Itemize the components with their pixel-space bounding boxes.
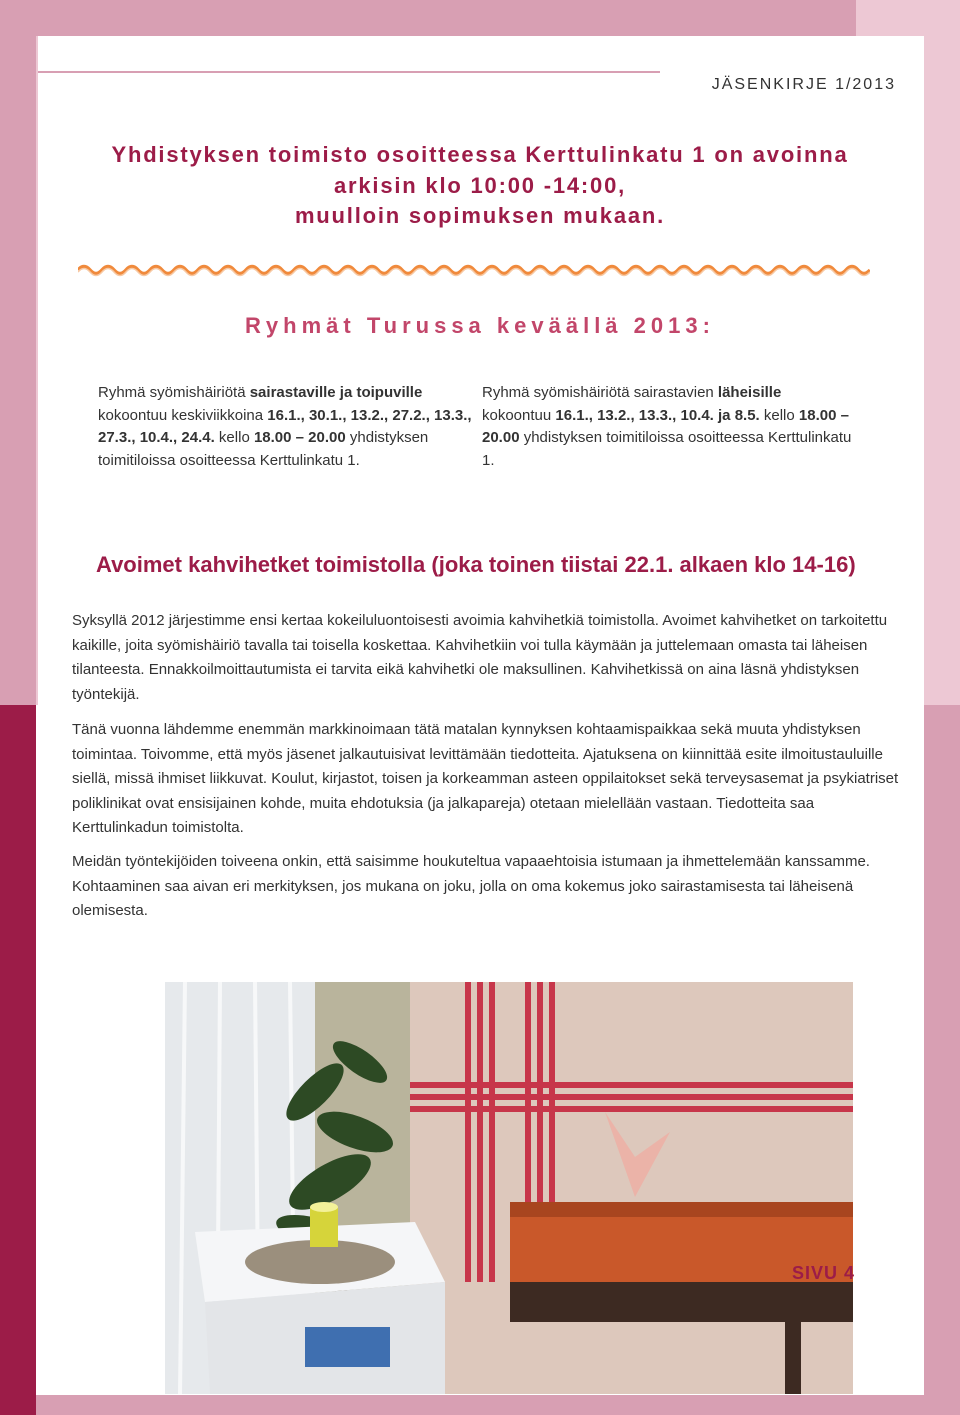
- page-number: SIVU 4: [792, 1263, 856, 1283]
- group-audience: sairastaville ja toipuville: [249, 384, 423, 401]
- group-text: Ryhmä syömishäiriötä: [98, 384, 250, 401]
- office-notice-line: Yhdistyksen toimisto osoitteessa Kerttulinkatu 1 on avoinna: [111, 142, 849, 167]
- group-time: 18.00 – 20.00: [482, 406, 849, 446]
- office-photo: [165, 982, 856, 1394]
- frame-inner-line: [36, 36, 38, 705]
- office-notice: [90, 140, 870, 232]
- coffee-title: Avoimet kahvihetket toimistolla (joka toinen tiistai 22.1. alkaen klo 14-16): [96, 552, 856, 577]
- coffee-paragraph: Meidän työntekijöiden toiveena onkin, että saisimme houkuteltua vapaaehtoisia istumaan ja ihmettelemään kanssamme. Kohtaaminen saa aivan eri merkityksen, jos mukana on joku, jolla on oma kokemus joko sairastamisesta tai läheisenä olemisesta.: [72, 853, 870, 919]
- group-text: Ryhmä syömishäiriötä sairastavien: [482, 384, 718, 401]
- group-dates: 16.1., 30.1., 13.2., 27.2., 13.3., 27.3., 10.4., 24.4.: [98, 406, 472, 446]
- office-notice-line: muulloin sopimuksen mukaan.: [294, 203, 666, 228]
- frame-band-right-top: [924, 0, 960, 705]
- frame-band-left-bottom: [0, 705, 36, 1415]
- frame-band-bottom: [36, 1395, 924, 1415]
- group-time: 18.00 – 20.00: [253, 429, 346, 446]
- group-audience: läheisille: [717, 384, 782, 401]
- group-text: kokoontuu: [482, 406, 556, 424]
- frame-band-right-bottom: [924, 705, 960, 1415]
- groups-title: Ryhmät Turussa keväällä 2013:: [245, 313, 715, 338]
- group-dates: 16.1., 13.2., 13.3., 10.4. ja 8.5.: [555, 406, 760, 424]
- wavy-divider: [78, 260, 870, 280]
- group-info-patients: [98, 382, 476, 472]
- header-rule: [36, 71, 660, 73]
- frame-band-left-top: [0, 0, 36, 705]
- group-text: yhdistyksen toimitiloissa osoitteessa Kerttulinkatu 1.: [482, 429, 852, 469]
- group-info-relatives: [482, 382, 854, 472]
- group-text: kello: [214, 429, 254, 446]
- group-text: kello: [759, 406, 799, 424]
- group-text: kokoontuu keskiviikkoina: [98, 406, 268, 424]
- office-notice-line: arkisin klo 10:00 -14:00,: [333, 172, 627, 198]
- coffee-paragraph: Tänä vuonna lähdemme enemmän markkinoimaan tätä matalan kynnyksen kohtaamispaikkaa sekä muuta yhdistyksen toimintaa. Toivomme, että myös jäsenet jalkautuisivat levittämään tiedotteita. Ajatuksena on kiinnittää esite ilmoitustauluille siellä, missä ihmiset liikkuvat. Koulut, kirjastot, toisen ja korkeamman asteen oppilaitokset sekä terveysasemat ja psykiatriset poliklinikat ovat ensisijainen kohde, muita ehdotuksia (ja jalkapareja) otetaan mielellään vastaan. Tiedotteita saa Kerttulinkadun toimistolta.: [72, 721, 899, 836]
- coffee-paragraph: Syksyllä 2012 järjestimme ensi kertaa kokeiluluontoisesti avoimia kahvihetkiä toimistolla. Avoimet kahvihetket on tarkoitettu kaikille, joita syömishäiriö tavalla tai toisella koskettaa. Kahvihetkiin voi tulla käymään ja juttelemaan omasta tai läheisen tilanteesta. Ennakkoilmoittautumista ei tarvita eikä kahvihetki ole maksullinen. Kahvihetkissä on aina läsnä yhdistyksen työntekijä.: [72, 612, 888, 703]
- frame-band-top: [36, 0, 856, 36]
- group-text: yhdistyksen toimitiloissa osoitteessa Kerttulinkatu 1.: [98, 429, 429, 469]
- newsletter-label: JÄSENKIRJE 1/2013: [711, 76, 896, 93]
